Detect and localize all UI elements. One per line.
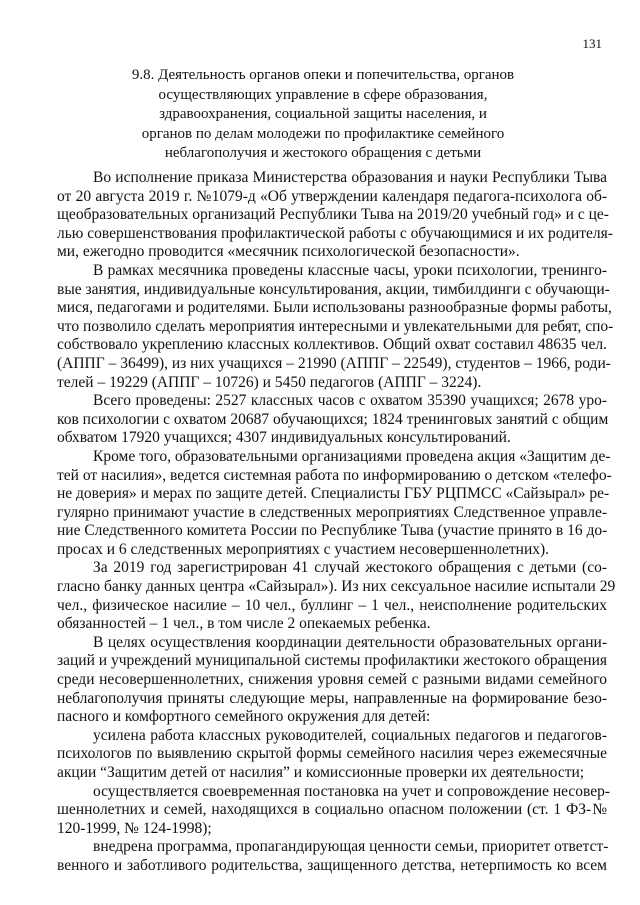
heading-line: неблагополучия и жестокого обращения с детьми [164,145,482,161]
text-line: осуществляется своевременная постановка на учет и сопровождение несовер- [93,782,611,800]
text-line: усилена работа классных руководителей, социальных педагогов и педагогов- [93,726,607,744]
heading-line: органов по делам молодежи по профилактике семейного [141,125,505,142]
text-line: В рамках месячника проведены классные часы, уроки психологии, тренинго- [93,261,607,279]
text-line: ми, ежегодно проводится «месячник психологической безопасности». [57,243,520,261]
paragraph [57,169,613,262]
text-line: неблагополучия приняты следующие меры, направленные на формирование безо- [57,689,607,707]
heading-line: здравоохранения, социальной защиты населения, и [159,106,487,122]
text-line: ние Следственного комитета России по Республике Тыва (участие принято в 16 до- [57,522,608,540]
text-line: Кроме того, образовательными организациями проведена акция «Защитим де- [93,447,611,465]
paragraph [57,261,614,392]
heading-line: осуществляющих управление в сфере образования, [158,86,488,103]
text-line: В целях осуществления координации деятельности образовательных органи- [93,633,607,651]
text-line: шеннолетних и семей, находящихся в социально опасном положении (ст. 1 ФЗ-№ [57,801,607,819]
text-line: акции “Защитим детей от насилия” и комиссионные проверки их деятельности; [57,764,585,781]
text-line: не доверия» и мерах по защите детей. Специалисты ГБУ РЦПМСС «Сайзырал» ре- [57,485,610,503]
text-line: внедрена программа, пропагандирующая ценности семьи, приоритет ответст- [93,838,609,856]
text-line: Во исполнение приказа Министерства образования и науки Республики Тыва [93,169,607,186]
text-line: чел., физическое насилие – 10 чел., буллинг – 1 чел., неисполнение родительских [57,596,607,614]
text-line: гласно банку данных центра «Сайзырал»). Из них сексуальное насилие испытали 29 [57,578,616,596]
text-line: венного и заботливого родительства, защищенного детства, нетерпимость ко всем [57,856,607,874]
paragraph [57,782,611,839]
section-heading [88,66,558,164]
text-line: психологов по выявлению скрытой формы семейного насилия через ежемесячные [57,745,607,763]
page-number: 131 [582,36,602,51]
paragraph [57,447,612,560]
paragraph [57,634,607,727]
text-line: от 20 августа 2019 г. №1079-д «Об утверждении календаря педагога-психолога об- [57,187,607,205]
text-line: лью совершенствования профилактической работы с обучающимися и их родителя- [57,224,613,242]
text-line: вые занятия, индивидуальные консультирования, акции, тимбилдинги с обучающи- [57,280,610,298]
text-line: 120-1999, № 124-1998); [57,819,212,837]
text-line: заций и учреждений муниципальной системы профилактики жестокого обращения [57,652,607,670]
paragraph [57,559,616,633]
text-line: обязанностей – 1 чел., в том числе 2 опекаемых ребенка. [57,615,431,633]
text-line: щеобразовательных организаций Республики Тыва на 2019/20 учебный год» и с це- [57,206,609,224]
text-line: мися, педагогами и родителями. Были использованы разнообразные формы работы, [57,299,612,317]
text-line: что позволило сделать мероприятия интересными и увлекательными для ребят, спо- [57,317,614,335]
paragraph [57,392,607,448]
body-text [57,169,616,876]
text-line: телей – 19229 (АППГ – 10726) и 5450 педагогов (АППГ – 3224). [57,373,482,391]
heading-line: 9.8. Деятельность органов опеки и попечительства, органов [131,67,515,83]
text-line: пасного и комфортного семейного окружения для детей: [57,708,431,726]
paragraph [57,727,607,783]
text-line: просах и 6 следственных мероприятиях с участием несовершеннолетних). [57,540,550,558]
text-line: Всего проведены: 2527 классных часов с охватом 35390 учащихся; 2678 уро- [93,392,607,410]
text-line: обхватом 17920 учащихся; 4307 индивидуальных консультирований. [57,429,511,447]
text-line: ков психологии с охватом 20687 обучающихся; 1824 тренинговых занятий с общим [57,410,609,428]
text-line: (АППГ – 36499), из них учащихся – 21990 (АППГ – 22549), студентов – 1966, роди- [57,354,611,372]
text-line: гулярно принимают участие в следственных мероприятиях Следственное управле- [57,503,607,521]
text-line: тей от насилия», ведется системная работа по информированию о детском «телефо- [57,466,612,484]
paragraph [57,838,607,875]
text-line: За 2019 год зарегистрирован 41 случай жестокого обращения с детьми (со- [93,559,607,577]
text-line: собствовало укреплению классных коллективов. Общий охват составил 48635 чел. [57,336,607,354]
text-line: среди несовершеннолетних, снижения уровня семей с разными видами семейного [57,671,607,689]
